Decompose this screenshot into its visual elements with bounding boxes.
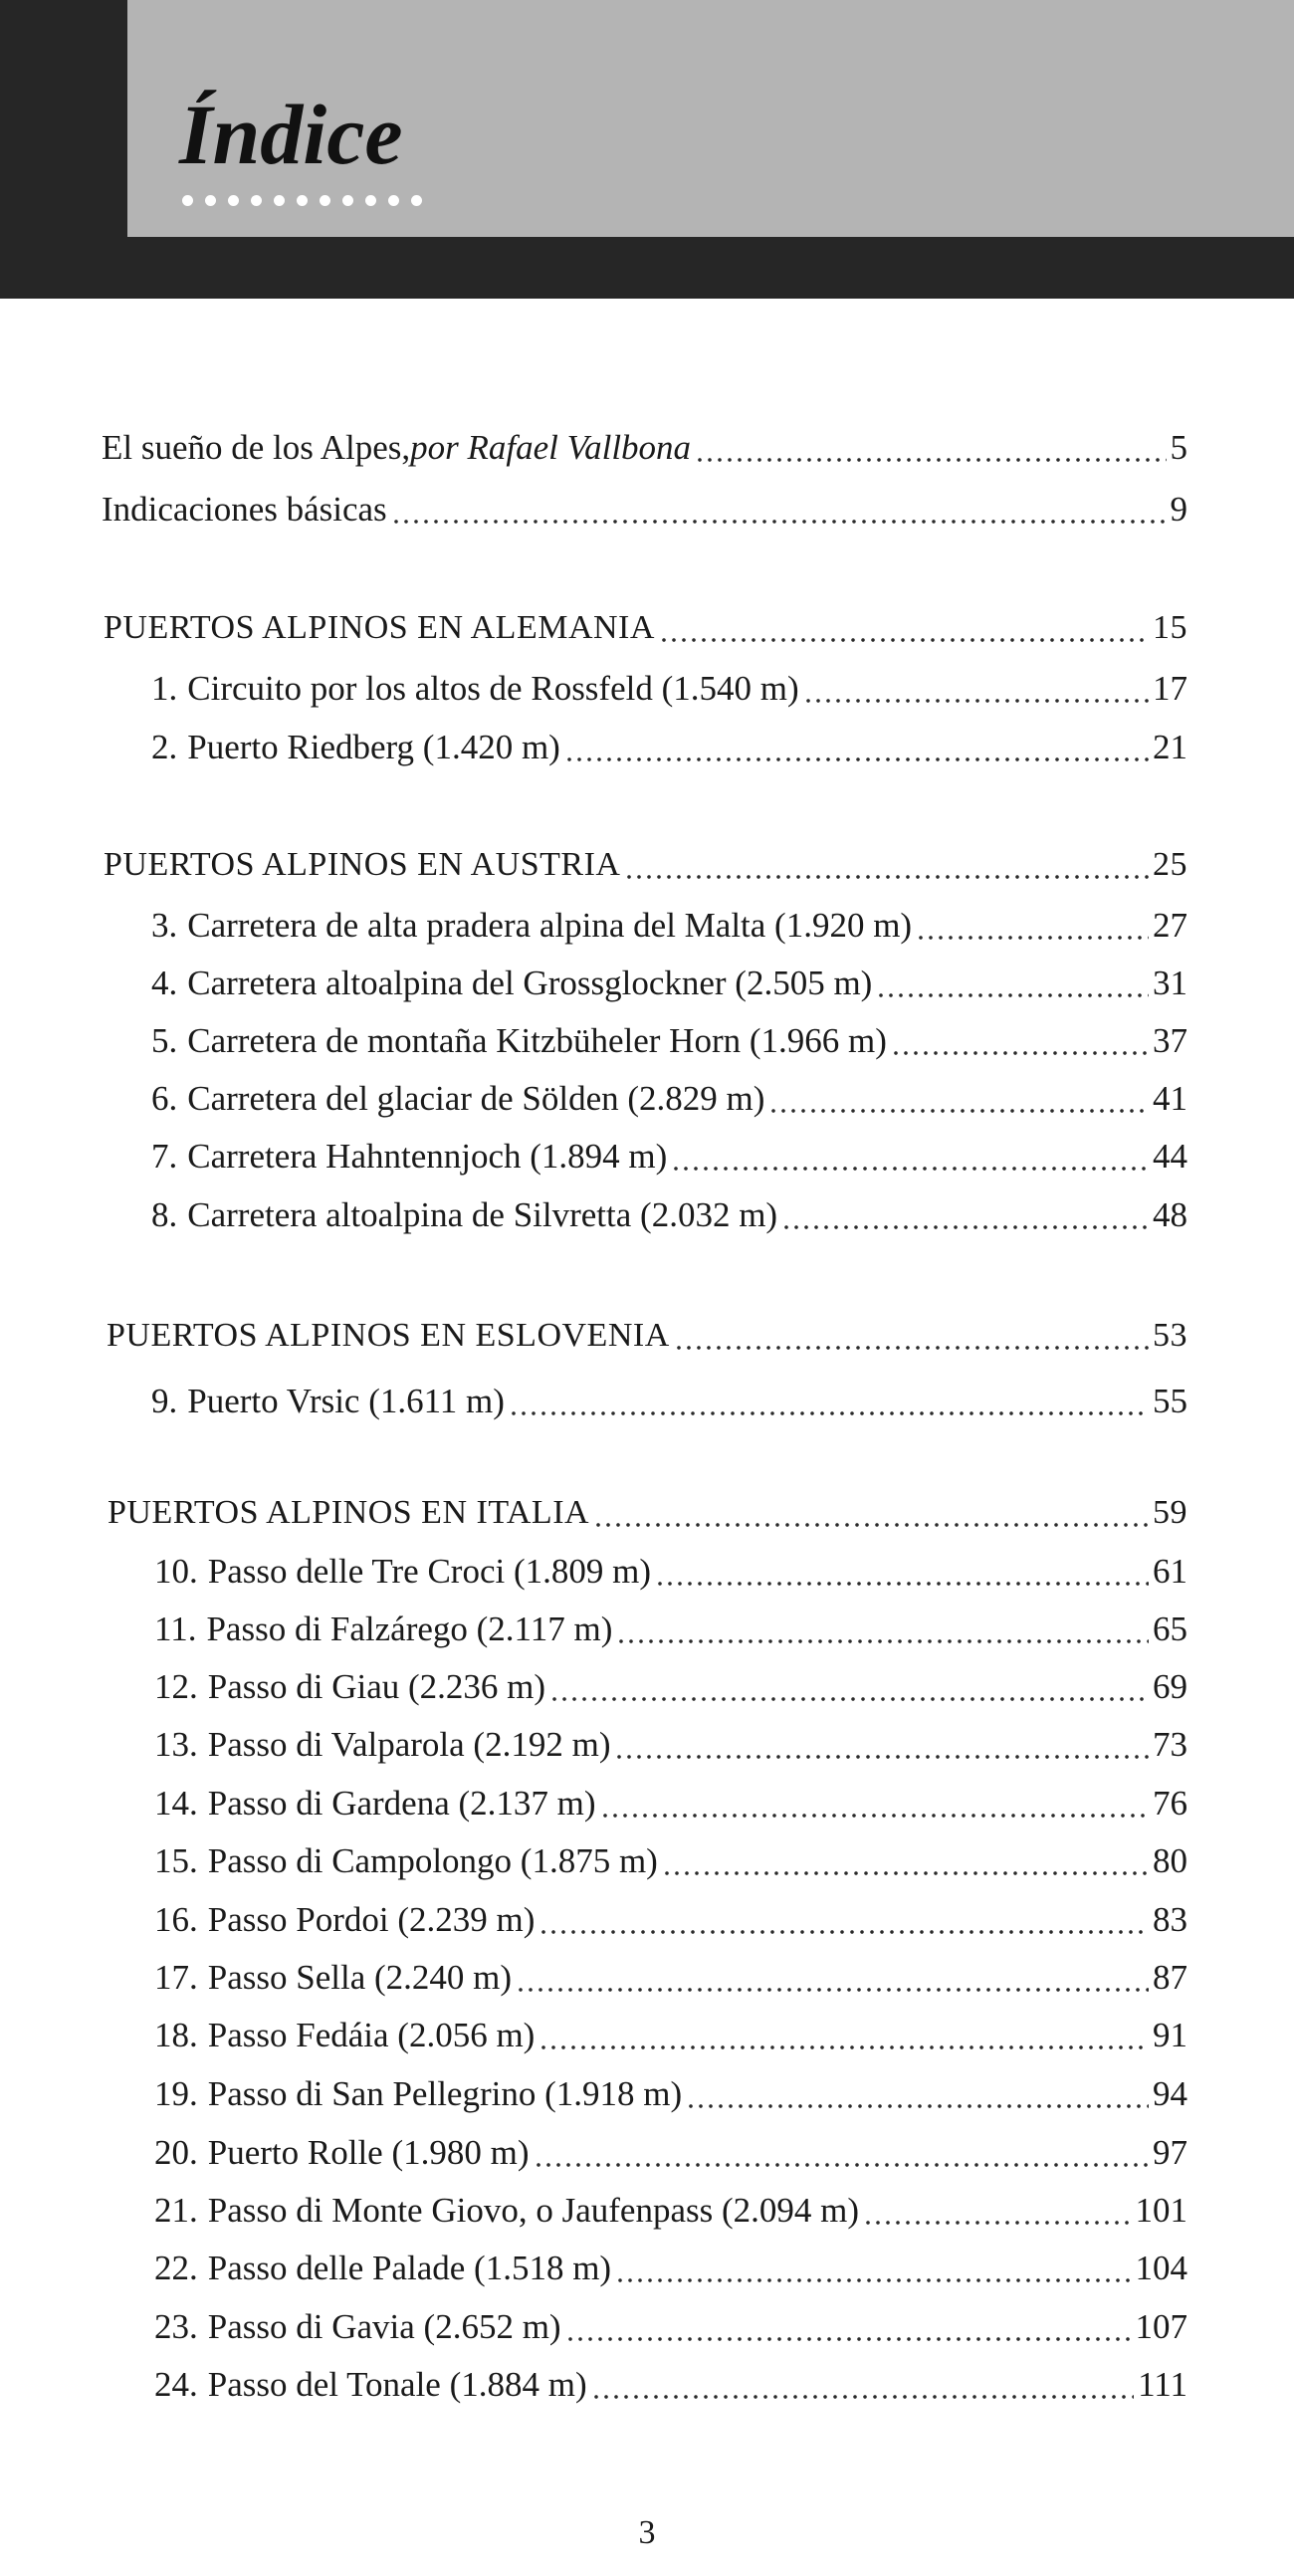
toc-entry[interactable]: [151, 960, 1187, 1007]
toc-entry-intro[interactable]: [102, 424, 1187, 472]
toc-entry[interactable]: [151, 1133, 1187, 1181]
toc-page-number: 65: [1153, 1610, 1187, 1648]
toc-entry-number: 3.: [151, 906, 178, 945]
toc-entry-title: Carretera altoalpina de Silvretta (2.032 m): [187, 1195, 778, 1234]
toc-entry[interactable]: [154, 2187, 1187, 2235]
toc-page-number: 87: [1153, 1958, 1187, 1997]
section-title: PUERTOS ALPINOS EN ESLOVENIA: [107, 1317, 670, 1354]
toc-section-heading[interactable]: [108, 1489, 1187, 1537]
toc-entry-number: 10.: [154, 1552, 198, 1591]
dot-leader: [659, 604, 1149, 652]
toc-entry-intro[interactable]: [102, 486, 1187, 534]
toc-entry-title: Passo di Falzárego (2.117 m): [206, 1610, 613, 1648]
toc-entry[interactable]: [151, 665, 1187, 713]
toc-page-number: 25: [1153, 846, 1187, 883]
toc-page-number: 15: [1153, 609, 1187, 646]
toc-page-number: 111: [1138, 2365, 1187, 2404]
dot-leader: [539, 1896, 1149, 1944]
toc-entry[interactable]: [151, 1378, 1187, 1425]
toc-entry-title: Carretera altoalpina del Grossglockner (2.505 m): [187, 964, 873, 1002]
toc-entry[interactable]: [154, 2129, 1187, 2177]
toc-entry-title: Passo Fedáia (2.056 m): [207, 2016, 536, 2054]
dot-leader: [516, 1954, 1149, 2002]
toc-entry[interactable]: [154, 1548, 1187, 1596]
toc-entry-number: 4.: [151, 964, 178, 1002]
toc-entry-title: Passo del Tonale (1.884 m): [207, 2365, 587, 2404]
toc-page-number: 97: [1153, 2133, 1187, 2172]
toc-entry[interactable]: [154, 1606, 1187, 1653]
toc-section-heading[interactable]: [104, 841, 1187, 889]
toc-entry-title: Puerto Vrsic (1.611 m): [187, 1382, 505, 1420]
toc-entry-title: Passo di San Pellegrino (1.918 m): [207, 2074, 683, 2113]
toc-page-number: 44: [1153, 1137, 1187, 1176]
toc-entry-title: Passo delle Palade (1.518 m): [207, 2249, 612, 2287]
toc-entry-number: 19.: [154, 2074, 198, 2113]
toc-entry-title: Carretera de alta pradera alpina del Malta (1.920 m): [187, 906, 913, 945]
toc-entry-title: Passo di Monte Giovo, o Jaufenpass (2.094 m): [207, 2191, 860, 2230]
toc-page-number: 73: [1153, 1725, 1187, 1764]
toc-page-number: 53: [1153, 1317, 1187, 1354]
toc-entry-number: 21.: [154, 2191, 198, 2230]
dot-leader: [600, 1780, 1149, 1827]
toc-entry-number: 17.: [154, 1958, 198, 1997]
toc-page-number: 48: [1153, 1195, 1187, 1234]
toc-entry-title: Puerto Riedberg (1.420 m): [187, 728, 560, 766]
toc-entry-number: 13.: [154, 1725, 198, 1764]
toc-entry-number: 12.: [154, 1667, 198, 1706]
toc-entry-number: 7.: [151, 1137, 178, 1176]
toc-entry[interactable]: [154, 2361, 1187, 2409]
section-title: PUERTOS ALPINOS EN ALEMANIA: [104, 609, 655, 646]
toc-entry-title: Passo Sella (2.240 m): [207, 1958, 513, 1997]
dot-leader: [391, 486, 1167, 534]
toc-entry[interactable]: [154, 1780, 1187, 1827]
toc-page-number: 76: [1153, 1784, 1187, 1823]
dot-leader: [674, 1312, 1149, 1360]
toc-page-number: 27: [1153, 906, 1187, 945]
toc-entry-number: 23.: [154, 2307, 198, 2346]
toc-page-number: 61: [1153, 1552, 1187, 1591]
toc-entry-author: por Rafael Vallbona: [410, 428, 692, 467]
toc-entry[interactable]: [151, 1075, 1187, 1123]
dot-leader: [916, 902, 1149, 950]
toc-page-number: 94: [1153, 2074, 1187, 2113]
toc-page-number: 104: [1135, 2249, 1187, 2287]
toc-entry-title: Passo di Valparola (2.192 m): [207, 1725, 611, 1764]
dot-leader: [662, 1837, 1149, 1885]
dot-leader: [876, 960, 1149, 1007]
toc-entry-number: 6.: [151, 1079, 178, 1118]
toc-page-number: 9: [1170, 490, 1187, 529]
toc-page-number: 59: [1153, 1494, 1187, 1531]
toc-page-number: 91: [1153, 2016, 1187, 2054]
dot-leader: [781, 1191, 1149, 1239]
toc-entry-number: 15.: [154, 1841, 198, 1880]
toc-entry[interactable]: [154, 1663, 1187, 1711]
dot-leader: [671, 1133, 1149, 1181]
toc-entry[interactable]: [154, 2245, 1187, 2292]
dot-leader: [768, 1075, 1149, 1123]
toc-entry[interactable]: [154, 2303, 1187, 2351]
toc-entry[interactable]: [151, 902, 1187, 950]
toc-page-number: 31: [1153, 964, 1187, 1002]
toc-page-number: 107: [1135, 2307, 1187, 2346]
toc-entry-number: 9.: [151, 1382, 178, 1420]
toc-entry-number: 20.: [154, 2133, 198, 2172]
dot-leader: [509, 1378, 1149, 1425]
toc-entry-title: Carretera de montaña Kitzbüheler Horn (1.966 m): [187, 1021, 887, 1060]
toc-page-number: 37: [1153, 1021, 1187, 1060]
page-number: 3: [638, 2514, 656, 2551]
toc-entry-title: Passo di Giau (2.236 m): [207, 1667, 546, 1706]
toc-section-heading[interactable]: [104, 604, 1187, 652]
toc-entry-title: Passo Pordoi (2.239 m): [207, 1900, 536, 1939]
toc-entry-title: Indicaciones básicas: [102, 490, 387, 529]
dot-leader: [615, 2245, 1131, 2292]
toc-entry[interactable]: [151, 1191, 1187, 1239]
toc-entry[interactable]: [151, 1017, 1187, 1065]
dot-leader: [695, 424, 1166, 472]
toc-page-number: 101: [1135, 2191, 1187, 2230]
dot-leader: [564, 724, 1149, 771]
dot-leader: [539, 2012, 1149, 2059]
dot-leader: [655, 1548, 1149, 1596]
dot-leader: [616, 1606, 1149, 1653]
toc-entry-title: Carretera del glaciar de Sölden (2.829 m): [187, 1079, 765, 1118]
toc-entry-number: 22.: [154, 2249, 198, 2287]
toc-page-number: 83: [1153, 1900, 1187, 1939]
dot-leader: [863, 2187, 1131, 2235]
toc-page-number: 21: [1153, 728, 1187, 766]
page-title: Índice: [179, 87, 403, 182]
toc-entry-number: 5.: [151, 1021, 178, 1060]
toc-entry[interactable]: [154, 1954, 1187, 2002]
section-title: PUERTOS ALPINOS EN ITALIA: [108, 1494, 590, 1531]
dot-leader: [549, 1663, 1149, 1711]
toc-entry-title: Puerto Rolle (1.980 m): [207, 2133, 530, 2172]
toc-entry-title: El sueño de los Alpes,: [102, 428, 411, 467]
toc-entry[interactable]: [154, 2070, 1187, 2118]
toc-entry-title: Passo di Gardena (2.137 m): [207, 1784, 596, 1823]
dot-leader: [614, 1721, 1149, 1769]
dot-leader: [593, 1489, 1149, 1537]
toc-entry[interactable]: [151, 724, 1187, 771]
toc-page-number: 41: [1153, 1079, 1187, 1118]
toc-page-number: 17: [1153, 669, 1187, 708]
dot-leader: [686, 2070, 1149, 2118]
dot-leader: [565, 2303, 1132, 2351]
dot-leader: [891, 1017, 1149, 1065]
toc-entry-number: 8.: [151, 1195, 178, 1234]
toc-entry-title: Circuito por los altos de Rossfeld (1.540 m): [187, 669, 799, 708]
toc-entry-number: 2.: [151, 728, 178, 766]
dot-leader: [591, 2361, 1134, 2409]
toc-page-number: 5: [1170, 428, 1187, 467]
toc-entry-number: 24.: [154, 2365, 198, 2404]
dot-leader: [534, 2129, 1150, 2177]
toc-entry-number: 14.: [154, 1784, 198, 1823]
toc-page-number: 80: [1153, 1841, 1187, 1880]
toc-entry-number: 1.: [151, 669, 178, 708]
dot-leader: [624, 841, 1149, 889]
toc-entry[interactable]: [154, 1721, 1187, 1769]
toc-entry-title: Passo di Campolongo (1.875 m): [207, 1841, 658, 1880]
toc-entry-number: 18.: [154, 2016, 198, 2054]
toc-entry-title: Passo delle Tre Croci (1.809 m): [207, 1552, 652, 1591]
toc-entry-title: Carretera Hahntennjoch (1.894 m): [187, 1137, 668, 1176]
toc-page-number: 69: [1153, 1667, 1187, 1706]
toc-entry-number: 11.: [154, 1610, 197, 1648]
toc-page-number: 55: [1153, 1382, 1187, 1420]
toc-entry[interactable]: [154, 1837, 1187, 1885]
toc-entry[interactable]: [154, 2012, 1187, 2059]
toc-entry-title: Passo di Gavia (2.652 m): [207, 2307, 561, 2346]
toc-entry[interactable]: [154, 1896, 1187, 1944]
toc-entry-number: 16.: [154, 1900, 198, 1939]
section-title: PUERTOS ALPINOS EN AUSTRIA: [104, 846, 621, 883]
toc-section-heading[interactable]: [107, 1312, 1187, 1360]
dot-leader: [803, 665, 1149, 713]
